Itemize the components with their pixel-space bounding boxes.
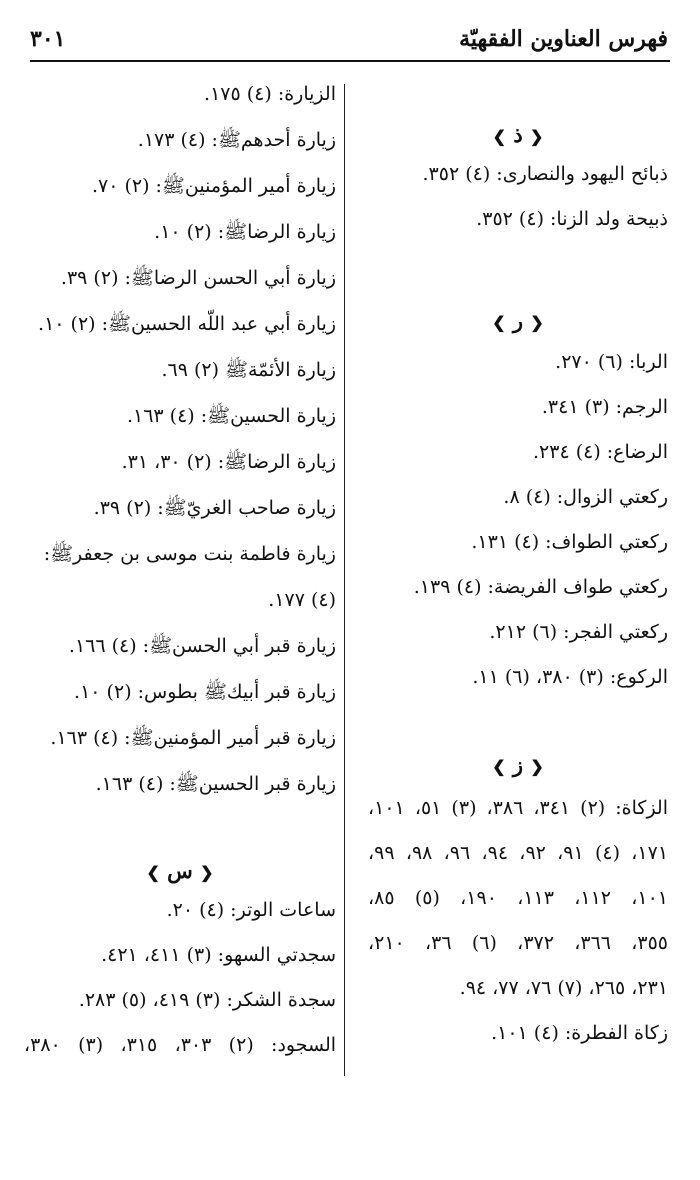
index-entry: زيارة الرضاﷺ: (٢) ١٠. <box>154 221 336 243</box>
index-entry: الرضاع: (٤) ٢٣٤. <box>532 441 668 463</box>
section-heading-dhal <box>368 120 668 150</box>
index-entry: زيارة أبي عبد اللّه الحسينﷺ: (٢) ١٠. <box>38 313 336 335</box>
index-entry: زيارة الرضاﷺ: (٢) ٣٠، ٣١. <box>121 451 336 473</box>
index-entry: زكاة الفطرة: (٤) ١٠١. <box>491 1022 668 1044</box>
index-entry: ساعات الوتر: (٤) ٢٠. <box>166 899 336 921</box>
index-entry-zakat-line: الزكاة: (٢) ٣٤١، ٣٨٦، (٣) ٥١، ١٠١، <box>368 797 669 819</box>
index-entry: زيارة الحسينﷺ: (٤) ١٦٣. <box>126 405 336 427</box>
index-entry: زيارة صاحب الغريّﷺ: (٢) ٣٩. <box>93 497 336 519</box>
ornament-close: ❯ <box>492 127 506 146</box>
header-rule <box>30 60 670 62</box>
index-entry: زيارة أمير المؤمنينﷺ: (٢) ٧٠. <box>91 175 336 197</box>
index-entry: السجود: (٢) ٣٠٣، ٣١٥، (٣) ٣٨٠، <box>24 1034 337 1056</box>
index-entry-continuation: (٤) ١٧٧. <box>268 589 336 611</box>
index-entry: ركعتي طواف الفريضة: (٤) ١٣٩. <box>413 576 668 598</box>
index-entry-zakat-line: ١٠١، ١١٢، ١١٣، ١٩٠، (٥) ٨٥، <box>368 887 669 909</box>
index-entry-zakat-line: ٢٣١، ٢٦٥، (٧) ٧٦، ٧٧، ٩٤. <box>459 977 668 999</box>
index-entry: ذبائح اليهود والنصارى: (٤) ٣٥٢. <box>422 163 668 185</box>
right-column <box>368 76 668 1066</box>
index-entry: زيارة قبر أبي الحسنﷺ: (٤) ١٦٦. <box>68 635 336 657</box>
index-entry: الركوع: (٣) ٣٨٠، (٦) ١١. <box>472 666 668 688</box>
ornament-open: ❮ <box>529 127 544 146</box>
heading-letter: ر <box>512 308 524 333</box>
ornament-open: ❮ <box>200 863 214 882</box>
index-entry: سجدة الشكر: (٣) ٤١٩، (٥) ٢٨٣. <box>78 989 336 1011</box>
index-entry: الزيارة: (٤) ١٧٥. <box>204 83 336 105</box>
index-entry: الرجم: (٣) ٣٤١. <box>541 396 668 418</box>
index-entry: سجدتي السهو: (٣) ٤١١، ٤٢١. <box>101 944 336 966</box>
section-heading-zay <box>368 750 668 780</box>
index-entry: زيارة فاطمة بنت موسى بن جعفرﷺ: <box>43 543 336 565</box>
ornament-close: ❯ <box>146 863 160 882</box>
index-entry: ركعتي الفجر: (٦) ٢١٢. <box>489 621 668 643</box>
index-entry: ركعتي الزوال: (٤) ٨. <box>503 486 668 508</box>
index-entry-zakat-line: ١٧١، (٤) ٩١، ٩٢، ٩٤، ٩٦، ٩٨، ٩٩، <box>368 842 669 864</box>
page-number: ٣٠١ <box>30 26 66 52</box>
index-entry: الربا: (٦) ٢٧٠. <box>555 351 668 373</box>
index-entry: زيارة قبر أبيكﷺ بطوس: (٢) ١٠. <box>74 681 336 703</box>
column-divider <box>344 84 345 1076</box>
index-entry: ركعتي الطواف: (٤) ١٣١. <box>471 531 668 553</box>
heading-letter: ز <box>512 752 524 777</box>
running-title: فهرس العناوين الفقهيّة <box>459 26 668 52</box>
left-column <box>24 76 336 1078</box>
heading-letter: س <box>167 858 193 883</box>
ornament-close: ❯ <box>492 313 506 332</box>
section-heading-sin <box>24 856 336 886</box>
index-entry: زيارة قبر أمير المؤمنينﷺ: (٤) ١٦٣. <box>50 727 336 749</box>
ornament-open: ❮ <box>530 757 544 776</box>
ornament-open: ❮ <box>530 313 544 332</box>
index-entry: زيارة أبي الحسن الرضاﷺ: (٢) ٣٩. <box>60 267 336 289</box>
index-entry-zakat-line: ٣٥٥، ٣٦٦، ٣٧٢، (٦) ٣٦، ٢١٠، <box>368 932 669 954</box>
index-entry: ذبيحة ولد الزنا: (٤) ٣٥٢. <box>476 208 668 230</box>
heading-letter: ذ <box>513 122 523 147</box>
index-entry: زيارة أحدهمﷺ: (٤) ١٧٣. <box>137 129 336 151</box>
ornament-close: ❯ <box>492 757 506 776</box>
index-entry: زيارة الأئمّةﷺ (٢) ٦٩. <box>161 359 336 381</box>
section-heading-ra <box>368 306 668 336</box>
page-header <box>30 22 668 56</box>
index-entry: زيارة قبر الحسينﷺ: (٤) ١٦٣. <box>95 773 336 795</box>
